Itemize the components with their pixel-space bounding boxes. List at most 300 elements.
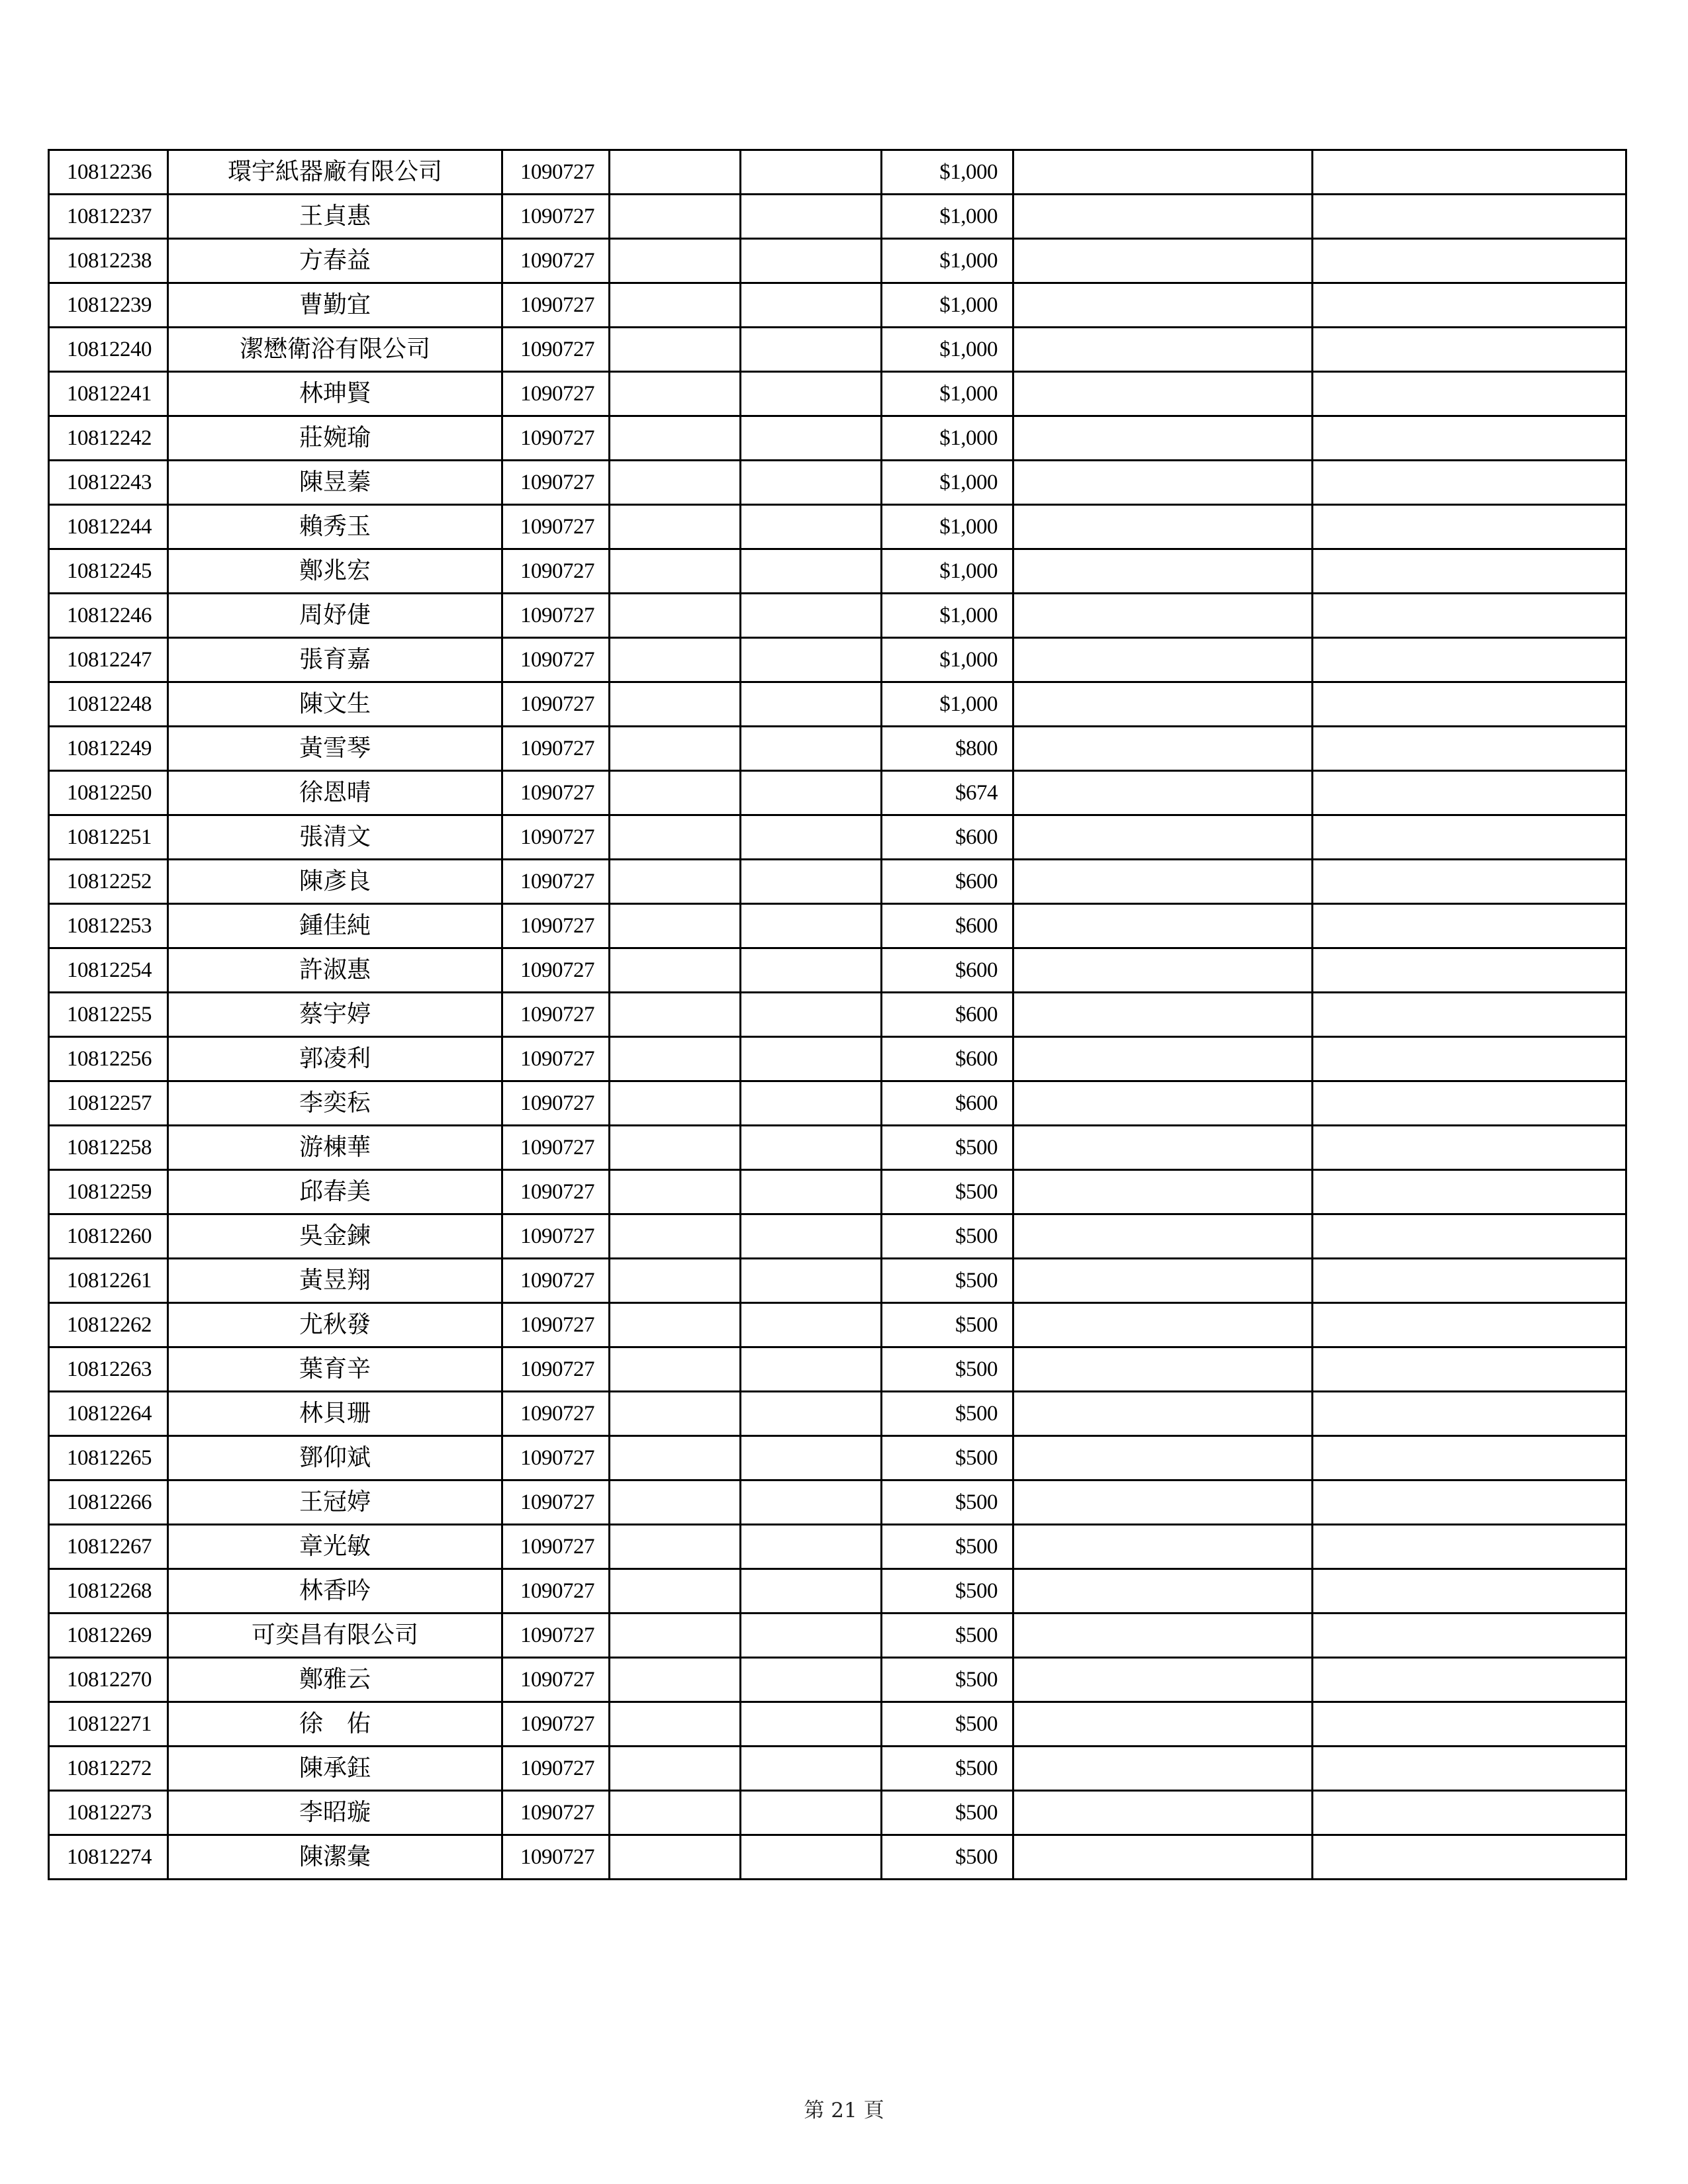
- date-cell: 1090727: [502, 682, 610, 727]
- receipt-number-cell: 10812238: [49, 239, 168, 283]
- table-row: [49, 1214, 1626, 1259]
- donor-name-cell: 可奕昌有限公司: [168, 1614, 502, 1658]
- empty-cell: [741, 815, 882, 860]
- empty-cell: [610, 1480, 741, 1525]
- table-row: [49, 1791, 1626, 1835]
- receipt-number-cell: 10812252: [49, 860, 168, 904]
- amount-cell: $1,000: [882, 239, 1013, 283]
- table-row: [49, 505, 1626, 549]
- amount-cell: $1,000: [882, 372, 1013, 416]
- date-cell: 1090727: [502, 1303, 610, 1347]
- date-cell: 1090727: [502, 372, 610, 416]
- empty-cell: [1013, 372, 1313, 416]
- donor-name-cell: 鍾佳純: [168, 904, 502, 948]
- empty-cell: [741, 948, 882, 993]
- empty-cell: [1013, 1170, 1313, 1214]
- amount-cell: $500: [882, 1126, 1013, 1170]
- empty-cell: [1013, 993, 1313, 1037]
- donor-name-cell: 鄭雅云: [168, 1658, 502, 1702]
- empty-cell: [610, 328, 741, 372]
- empty-cell: [1313, 1436, 1626, 1480]
- amount-cell: $600: [882, 860, 1013, 904]
- table-row: [49, 195, 1626, 239]
- amount-cell: $1,000: [882, 594, 1013, 638]
- empty-cell: [1013, 150, 1313, 195]
- empty-cell: [610, 150, 741, 195]
- empty-cell: [741, 638, 882, 682]
- table-row: [49, 1702, 1626, 1747]
- amount-cell: $500: [882, 1702, 1013, 1747]
- table-row: [49, 1480, 1626, 1525]
- amount-cell: $500: [882, 1747, 1013, 1791]
- date-cell: 1090727: [502, 549, 610, 594]
- empty-cell: [610, 549, 741, 594]
- receipt-number-cell: 10812266: [49, 1480, 168, 1525]
- empty-cell: [1013, 1347, 1313, 1392]
- empty-cell: [1313, 594, 1626, 638]
- empty-cell: [741, 328, 882, 372]
- empty-cell: [1313, 1791, 1626, 1835]
- empty-cell: [1313, 372, 1626, 416]
- amount-cell: $1,000: [882, 328, 1013, 372]
- empty-cell: [1313, 195, 1626, 239]
- date-cell: 1090727: [502, 1126, 610, 1170]
- date-cell: 1090727: [502, 1747, 610, 1791]
- empty-cell: [741, 1569, 882, 1614]
- empty-cell: [1313, 1037, 1626, 1081]
- empty-cell: [741, 1170, 882, 1214]
- donor-name-cell: 吳金鍊: [168, 1214, 502, 1259]
- date-cell: 1090727: [502, 594, 610, 638]
- table-row: [49, 1569, 1626, 1614]
- empty-cell: [1313, 1525, 1626, 1569]
- empty-cell: [610, 1214, 741, 1259]
- empty-cell: [610, 1525, 741, 1569]
- empty-cell: [741, 505, 882, 549]
- empty-cell: [610, 1791, 741, 1835]
- empty-cell: [610, 1658, 741, 1702]
- empty-cell: [610, 771, 741, 815]
- table-row: [49, 948, 1626, 993]
- receipt-number-cell: 10812264: [49, 1392, 168, 1436]
- empty-cell: [741, 1658, 882, 1702]
- donor-name-cell: 郭凌利: [168, 1037, 502, 1081]
- empty-cell: [1313, 283, 1626, 328]
- empty-cell: [610, 1259, 741, 1303]
- amount-cell: $1,000: [882, 682, 1013, 727]
- receipt-number-cell: 10812272: [49, 1747, 168, 1791]
- empty-cell: [741, 1525, 882, 1569]
- date-cell: 1090727: [502, 150, 610, 195]
- empty-cell: [1313, 1658, 1626, 1702]
- empty-cell: [1013, 505, 1313, 549]
- receipt-number-cell: 10812237: [49, 195, 168, 239]
- amount-cell: $500: [882, 1835, 1013, 1880]
- empty-cell: [741, 1791, 882, 1835]
- donor-name-cell: 李昭璇: [168, 1791, 502, 1835]
- empty-cell: [741, 1392, 882, 1436]
- table-row: [49, 1392, 1626, 1436]
- empty-cell: [741, 195, 882, 239]
- date-cell: 1090727: [502, 461, 610, 505]
- date-cell: 1090727: [502, 1392, 610, 1436]
- empty-cell: [1013, 461, 1313, 505]
- amount-cell: $500: [882, 1569, 1013, 1614]
- empty-cell: [1313, 1702, 1626, 1747]
- empty-cell: [741, 1303, 882, 1347]
- empty-cell: [741, 1702, 882, 1747]
- date-cell: 1090727: [502, 239, 610, 283]
- empty-cell: [610, 948, 741, 993]
- amount-cell: $500: [882, 1614, 1013, 1658]
- empty-cell: [1313, 461, 1626, 505]
- empty-cell: [741, 993, 882, 1037]
- empty-cell: [1013, 860, 1313, 904]
- empty-cell: [1313, 1392, 1626, 1436]
- donor-name-cell: 林貝珊: [168, 1392, 502, 1436]
- empty-cell: [610, 283, 741, 328]
- empty-cell: [1013, 1259, 1313, 1303]
- amount-cell: $674: [882, 771, 1013, 815]
- empty-cell: [1013, 283, 1313, 328]
- donor-name-cell: 尤秋發: [168, 1303, 502, 1347]
- table-row: [49, 549, 1626, 594]
- date-cell: 1090727: [502, 1259, 610, 1303]
- donor-name-cell: 環宇紙器廠有限公司: [168, 150, 502, 195]
- empty-cell: [741, 771, 882, 815]
- donor-name-cell: 陳昱蓁: [168, 461, 502, 505]
- empty-cell: [1313, 1347, 1626, 1392]
- amount-cell: $1,000: [882, 195, 1013, 239]
- empty-cell: [1013, 1658, 1313, 1702]
- empty-cell: [1313, 727, 1626, 771]
- empty-cell: [610, 1747, 741, 1791]
- donor-name-cell: 葉育辛: [168, 1347, 502, 1392]
- table-row: [49, 1259, 1626, 1303]
- empty-cell: [1313, 904, 1626, 948]
- table-row: [49, 771, 1626, 815]
- empty-cell: [741, 1259, 882, 1303]
- date-cell: 1090727: [502, 771, 610, 815]
- empty-cell: [741, 1835, 882, 1880]
- table-row: [49, 416, 1626, 461]
- donor-name-cell: 王冠婷: [168, 1480, 502, 1525]
- table-row: [49, 815, 1626, 860]
- date-cell: 1090727: [502, 283, 610, 328]
- donor-name-cell: 鄭兆宏: [168, 549, 502, 594]
- receipt-number-cell: 10812263: [49, 1347, 168, 1392]
- empty-cell: [741, 1081, 882, 1126]
- empty-cell: [610, 904, 741, 948]
- empty-cell: [1313, 815, 1626, 860]
- receipt-number-cell: 10812242: [49, 416, 168, 461]
- empty-cell: [741, 1614, 882, 1658]
- table-row: [49, 1126, 1626, 1170]
- date-cell: 1090727: [502, 416, 610, 461]
- amount-cell: $1,000: [882, 505, 1013, 549]
- table-row: [49, 993, 1626, 1037]
- empty-cell: [741, 549, 882, 594]
- amount-cell: $600: [882, 815, 1013, 860]
- empty-cell: [610, 993, 741, 1037]
- donor-name-cell: 曹勤宜: [168, 283, 502, 328]
- amount-cell: $600: [882, 948, 1013, 993]
- empty-cell: [1013, 549, 1313, 594]
- table-row: [49, 239, 1626, 283]
- table-row: [49, 1170, 1626, 1214]
- table-row: [49, 1747, 1626, 1791]
- table-row: [49, 1303, 1626, 1347]
- amount-cell: $500: [882, 1436, 1013, 1480]
- date-cell: 1090727: [502, 1614, 610, 1658]
- donor-name-cell: 林香吟: [168, 1569, 502, 1614]
- empty-cell: [1013, 727, 1313, 771]
- receipt-number-cell: 10812257: [49, 1081, 168, 1126]
- date-cell: 1090727: [502, 948, 610, 993]
- empty-cell: [610, 815, 741, 860]
- receipt-number-cell: 10812269: [49, 1614, 168, 1658]
- amount-cell: $500: [882, 1214, 1013, 1259]
- empty-cell: [741, 860, 882, 904]
- table-row: [49, 372, 1626, 416]
- empty-cell: [1313, 1303, 1626, 1347]
- amount-cell: $600: [882, 1037, 1013, 1081]
- date-cell: 1090727: [502, 1835, 610, 1880]
- empty-cell: [1313, 1480, 1626, 1525]
- empty-cell: [1013, 904, 1313, 948]
- date-cell: 1090727: [502, 1480, 610, 1525]
- amount-cell: $1,000: [882, 461, 1013, 505]
- empty-cell: [1313, 1214, 1626, 1259]
- donor-name-cell: 黃昱翔: [168, 1259, 502, 1303]
- empty-cell: [1013, 1791, 1313, 1835]
- receipt-number-cell: 10812240: [49, 328, 168, 372]
- page-number: 第 21 頁: [804, 2099, 884, 2122]
- amount-cell: $600: [882, 1081, 1013, 1126]
- empty-cell: [1313, 948, 1626, 993]
- date-cell: 1090727: [502, 1436, 610, 1480]
- table-row: [49, 682, 1626, 727]
- empty-cell: [741, 1126, 882, 1170]
- empty-cell: [1013, 1214, 1313, 1259]
- donor-name-cell: 賴秀玉: [168, 505, 502, 549]
- empty-cell: [610, 727, 741, 771]
- empty-cell: [1013, 1126, 1313, 1170]
- table-row: [49, 1347, 1626, 1392]
- amount-cell: $500: [882, 1791, 1013, 1835]
- empty-cell: [1013, 239, 1313, 283]
- empty-cell: [741, 904, 882, 948]
- empty-cell: [741, 1747, 882, 1791]
- empty-cell: [741, 594, 882, 638]
- empty-cell: [610, 682, 741, 727]
- date-cell: 1090727: [502, 1081, 610, 1126]
- date-cell: 1090727: [502, 1214, 610, 1259]
- donor-name-cell: 陳彥良: [168, 860, 502, 904]
- receipt-number-cell: 10812274: [49, 1835, 168, 1880]
- receipt-number-cell: 10812268: [49, 1569, 168, 1614]
- empty-cell: [1313, 1569, 1626, 1614]
- receipt-number-cell: 10812271: [49, 1702, 168, 1747]
- donor-name-cell: 徐恩晴: [168, 771, 502, 815]
- date-cell: 1090727: [502, 1037, 610, 1081]
- empty-cell: [741, 416, 882, 461]
- receipt-number-cell: 10812258: [49, 1126, 168, 1170]
- date-cell: 1090727: [502, 727, 610, 771]
- empty-cell: [741, 1436, 882, 1480]
- table-row: [49, 638, 1626, 682]
- empty-cell: [1313, 1835, 1626, 1880]
- receipt-number-cell: 10812262: [49, 1303, 168, 1347]
- donor-name-cell: 黃雪琴: [168, 727, 502, 771]
- table-row: [49, 328, 1626, 372]
- empty-cell: [1013, 1480, 1313, 1525]
- empty-cell: [610, 505, 741, 549]
- empty-cell: [1313, 1614, 1626, 1658]
- receipt-number-cell: 10812247: [49, 638, 168, 682]
- empty-cell: [1013, 1835, 1313, 1880]
- empty-cell: [610, 239, 741, 283]
- empty-cell: [1313, 150, 1626, 195]
- empty-cell: [1313, 1170, 1626, 1214]
- donor-name-cell: 邱春美: [168, 1170, 502, 1214]
- empty-cell: [1013, 638, 1313, 682]
- empty-cell: [1313, 993, 1626, 1037]
- date-cell: 1090727: [502, 993, 610, 1037]
- empty-cell: [741, 283, 882, 328]
- receipt-number-cell: 10812273: [49, 1791, 168, 1835]
- empty-cell: [1313, 771, 1626, 815]
- empty-cell: [1013, 1614, 1313, 1658]
- amount-cell: $600: [882, 904, 1013, 948]
- table-row: [49, 904, 1626, 948]
- receipt-number-cell: 10812249: [49, 727, 168, 771]
- receipt-number-cell: 10812250: [49, 771, 168, 815]
- empty-cell: [610, 860, 741, 904]
- empty-cell: [1313, 1126, 1626, 1170]
- empty-cell: [610, 1614, 741, 1658]
- date-cell: 1090727: [502, 1170, 610, 1214]
- empty-cell: [1013, 815, 1313, 860]
- table-row: [49, 461, 1626, 505]
- empty-cell: [1313, 682, 1626, 727]
- empty-cell: [1013, 1569, 1313, 1614]
- empty-cell: [1013, 682, 1313, 727]
- amount-cell: $1,000: [882, 416, 1013, 461]
- date-cell: 1090727: [502, 904, 610, 948]
- empty-cell: [741, 239, 882, 283]
- empty-cell: [1013, 1702, 1313, 1747]
- empty-cell: [610, 1126, 741, 1170]
- table-row: [49, 1658, 1626, 1702]
- donor-name-cell: 張清文: [168, 815, 502, 860]
- date-cell: 1090727: [502, 1791, 610, 1835]
- empty-cell: [1313, 860, 1626, 904]
- donation-table: [48, 149, 1627, 1880]
- receipt-number-cell: 10812243: [49, 461, 168, 505]
- empty-cell: [610, 1037, 741, 1081]
- empty-cell: [1313, 549, 1626, 594]
- amount-cell: $600: [882, 993, 1013, 1037]
- empty-cell: [610, 461, 741, 505]
- date-cell: 1090727: [502, 815, 610, 860]
- empty-cell: [610, 1436, 741, 1480]
- empty-cell: [1013, 1747, 1313, 1791]
- date-cell: 1090727: [502, 195, 610, 239]
- empty-cell: [1013, 195, 1313, 239]
- donor-name-cell: 張育嘉: [168, 638, 502, 682]
- empty-cell: [1313, 416, 1626, 461]
- date-cell: 1090727: [502, 860, 610, 904]
- donor-name-cell: 陳潔彙: [168, 1835, 502, 1880]
- donor-name-cell: 游棟華: [168, 1126, 502, 1170]
- empty-cell: [610, 1835, 741, 1880]
- amount-cell: $1,000: [882, 150, 1013, 195]
- receipt-number-cell: 10812236: [49, 150, 168, 195]
- empty-cell: [1013, 416, 1313, 461]
- date-cell: 1090727: [502, 505, 610, 549]
- empty-cell: [610, 594, 741, 638]
- receipt-number-cell: 10812239: [49, 283, 168, 328]
- donor-name-cell: 鄧仰斌: [168, 1436, 502, 1480]
- table-row: [49, 860, 1626, 904]
- receipt-number-cell: 10812241: [49, 372, 168, 416]
- table-row: [49, 1835, 1626, 1880]
- amount-cell: $1,000: [882, 549, 1013, 594]
- empty-cell: [610, 1347, 741, 1392]
- empty-cell: [1013, 1392, 1313, 1436]
- donor-name-cell: 潔懋衛浴有限公司: [168, 328, 502, 372]
- empty-cell: [1313, 505, 1626, 549]
- table-row: [49, 1081, 1626, 1126]
- empty-cell: [741, 1214, 882, 1259]
- empty-cell: [610, 1303, 741, 1347]
- amount-cell: $500: [882, 1480, 1013, 1525]
- donor-name-cell: 許淑惠: [168, 948, 502, 993]
- empty-cell: [1013, 328, 1313, 372]
- empty-cell: [741, 461, 882, 505]
- donor-name-cell: 周妤倢: [168, 594, 502, 638]
- date-cell: 1090727: [502, 1347, 610, 1392]
- table-row: [49, 283, 1626, 328]
- empty-cell: [1013, 1081, 1313, 1126]
- receipt-number-cell: 10812255: [49, 993, 168, 1037]
- receipt-number-cell: 10812259: [49, 1170, 168, 1214]
- receipt-number-cell: 10812256: [49, 1037, 168, 1081]
- empty-cell: [610, 1569, 741, 1614]
- empty-cell: [1013, 1436, 1313, 1480]
- table-row: [49, 150, 1626, 195]
- amount-cell: $800: [882, 727, 1013, 771]
- receipt-number-cell: 10812244: [49, 505, 168, 549]
- empty-cell: [1313, 328, 1626, 372]
- donor-name-cell: 王貞惠: [168, 195, 502, 239]
- amount-cell: $500: [882, 1259, 1013, 1303]
- empty-cell: [1013, 1037, 1313, 1081]
- empty-cell: [741, 727, 882, 771]
- empty-cell: [1013, 1525, 1313, 1569]
- empty-cell: [1013, 771, 1313, 815]
- empty-cell: [741, 1037, 882, 1081]
- date-cell: 1090727: [502, 1525, 610, 1569]
- empty-cell: [1013, 948, 1313, 993]
- empty-cell: [741, 372, 882, 416]
- date-cell: 1090727: [502, 638, 610, 682]
- table-row: [49, 594, 1626, 638]
- empty-cell: [741, 682, 882, 727]
- amount-cell: $500: [882, 1170, 1013, 1214]
- donor-name-cell: 陳文生: [168, 682, 502, 727]
